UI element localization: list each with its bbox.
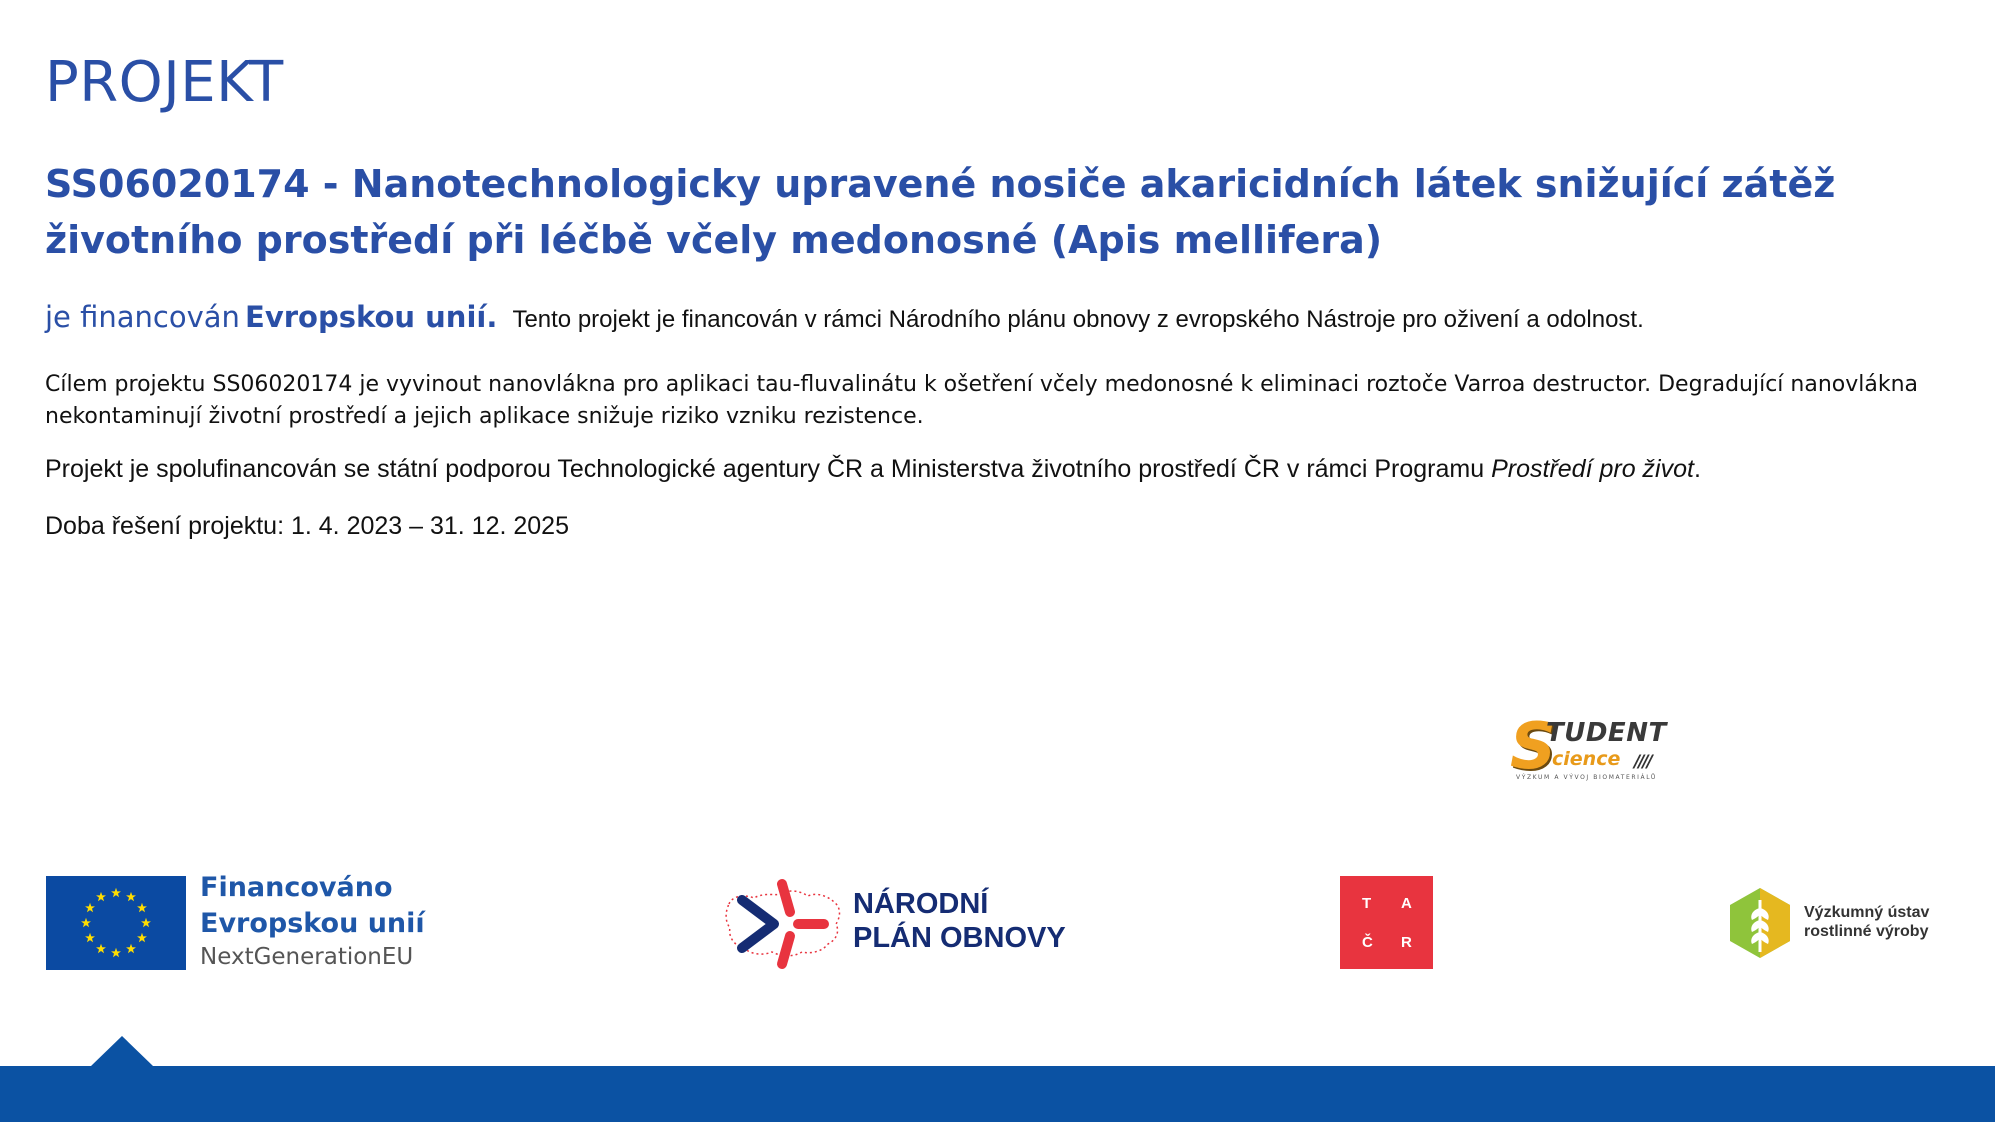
page-heading: PROJEKT — [45, 50, 284, 115]
eu-star — [96, 892, 106, 901]
eu-star — [111, 888, 121, 897]
tacr-letter-t: T — [1362, 895, 1372, 912]
eu-star — [85, 933, 95, 942]
eu-star — [141, 918, 151, 927]
project-duration: Doba řešení projektu: 1. 4. 2023 – 31. 12. 2025 — [45, 512, 569, 540]
student-science-slashes: //// — [1634, 752, 1651, 772]
eu-star — [111, 948, 121, 957]
eu-star — [85, 903, 95, 912]
tacr-logo — [1340, 876, 1433, 969]
eu-star — [137, 933, 147, 942]
eu-star — [137, 903, 147, 912]
vurv-line2: rostlinné výroby — [1804, 923, 1929, 940]
npo-line1: NÁRODNÍ — [853, 888, 989, 920]
student-science-cience: cience — [1552, 748, 1621, 770]
funding-description: Tento projekt je financován v rámci Národního plánu obnovy z evropského Nástroje pro oživení a odolnost. — [512, 306, 1644, 333]
project-title: SS06020174 - Nanotechnologicky upravené nosiče akaricidních látek snižující zátěž životního prostředí při léčbě včely medonosné (Apis mellifera) — [45, 162, 1836, 262]
npo-line2: PLÁN OBNOVY — [853, 922, 1066, 954]
eu-star — [96, 944, 106, 953]
footer-notch — [91, 1036, 153, 1066]
eu-star — [126, 944, 136, 953]
student-science-tagline: VÝZKUM A VÝVOJ BIOMATERIÁLŮ — [1516, 774, 1657, 781]
eu-stars-icon — [46, 876, 186, 970]
tacr-letter-r: R — [1401, 934, 1412, 951]
student-science-logo — [1510, 710, 1694, 784]
student-science-s: S — [1510, 710, 1557, 784]
funding-line — [45, 300, 1644, 334]
student-science-tudent: TUDENT — [1546, 718, 1667, 748]
funding-prefix: je financován — [45, 300, 240, 334]
cofinance-end: . — [1693, 455, 1701, 483]
footer-band — [0, 1066, 1995, 1122]
eu-star — [126, 892, 136, 901]
eu-logo-line1: Financováno — [200, 872, 393, 903]
eu-logo-line3: NextGenerationEU — [200, 944, 414, 970]
eu-logo-line2: Evropskou unií — [200, 908, 425, 939]
vurv-line1: Výzkumný ústav — [1804, 904, 1930, 921]
project-goal-text: Cílem projektu SS06020174 je vyvinout nanovlákna pro aplikaci tau-fluvalinátu k ošetření včely medonosné k eliminaci roztoče Varroa destructor. Degradující nanovlákna nekontaminují životní prostředí a jejich aplikace snižuje riziko vzniku rezistence. — [45, 372, 1919, 429]
eu-flag-icon — [46, 876, 186, 970]
tacr-letter-c: Č — [1362, 934, 1373, 951]
vurv-hexagon-icon — [1728, 886, 1792, 960]
funding-eu: Evropskou unií. — [245, 300, 498, 334]
eu-star — [81, 918, 91, 927]
cofinance-program: Prostředí pro život — [1491, 455, 1694, 483]
cofinance-text — [45, 455, 1701, 484]
tacr-letter-a: A — [1401, 895, 1412, 912]
npo-arrow-icon — [724, 874, 846, 974]
cofinance-main: Projekt je spolufinancován se státní podporou Technologické agentury ČR a Ministerstva životního prostředí ČR v rámci Programu — [45, 455, 1492, 483]
